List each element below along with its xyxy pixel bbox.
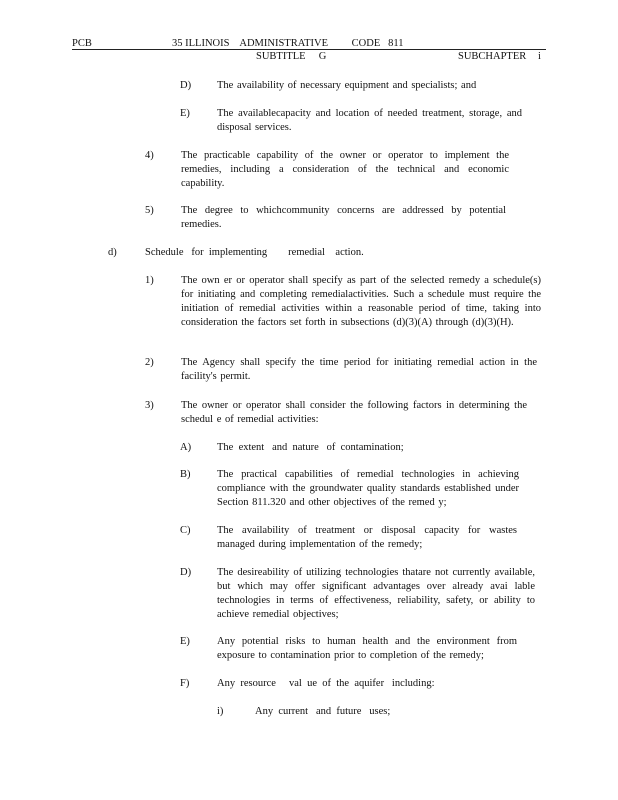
item-text: Schedule for implementing remedial action. [145,247,364,258]
header-subtitle: SUBTITLE G [256,51,327,62]
header-agency: PCB [72,38,92,49]
item-label: E) [180,636,190,647]
item-label: D) [180,80,192,91]
item-label: A) [180,442,192,453]
item-text: The degree to whichcommunity concerns are addressed by potential remedies. [181,205,506,230]
item-text: The practical capabilities of remedial technologies in achieving compliance with the groundwater quality standards established under Section 811.320 and other objectives of the remed y; [217,469,519,508]
item-label: 5) [145,205,154,216]
header-title: 35 ILLINOIS ADMINISTRATIVE CODE 811 [172,38,404,49]
header-subchapter-letter: i [538,51,541,62]
item-label: 2) [145,357,154,368]
item-text: Any current and future uses; [255,706,391,717]
item-label: 4) [145,150,154,161]
item-label: 3) [145,400,154,411]
item-text: The extent and nature of contamination; [217,442,404,453]
item-text: The practicable capability of the owner or operator to implement the remedies, including a consideration of the technical and economic capability. [181,150,509,189]
header-subchapter: SUBCHAPTER [458,51,527,62]
item-label: i) [217,706,224,717]
item-label: C) [180,525,191,536]
item-label: E) [180,108,190,119]
item-text: The Agency shall specify the time period for initiating remedial action in the facility's permit. [181,357,537,382]
item-text: Any resource val ue of the aquifer including: [217,678,435,689]
item-label: B) [180,469,191,480]
item-text: The owner or operator shall consider the following factors in determining the schedul e of remedial activities: [181,400,527,425]
item-text: The desireability of utilizing technologies thatare not currently available, but which may offer significant advantages over already avai lable technologies in terms of effectiveness, reliability, safety, or ability to achieve remedial objectives; [217,567,535,620]
item-text: The availability of treatment or disposal capacity for wastes managed during implementation of the remedy; [217,525,517,550]
item-label: D) [180,567,192,578]
item-label: 1) [145,275,154,286]
item-label: F) [180,678,190,689]
item-text: Any potential risks to human health and the environment from exposure to contamination prior to completion of the remedy; [217,636,517,661]
item-text: The own er or operator shall specify as part of the selected remedy a schedule(s) for initiating and completing remedialactivities. Such a schedule must require the initiation of remedial activities within a reasonable period of time, taking into consideration the factors set forth in subsections (d)(3)(A) through (d)(3)(H). [181,275,541,328]
item-text: The availablecapacity and location of needed treatment, storage, and disposal services. [217,108,522,133]
item-text: The availability of necessary equipment and specialists; and [217,80,477,91]
item-label: d) [108,247,117,258]
